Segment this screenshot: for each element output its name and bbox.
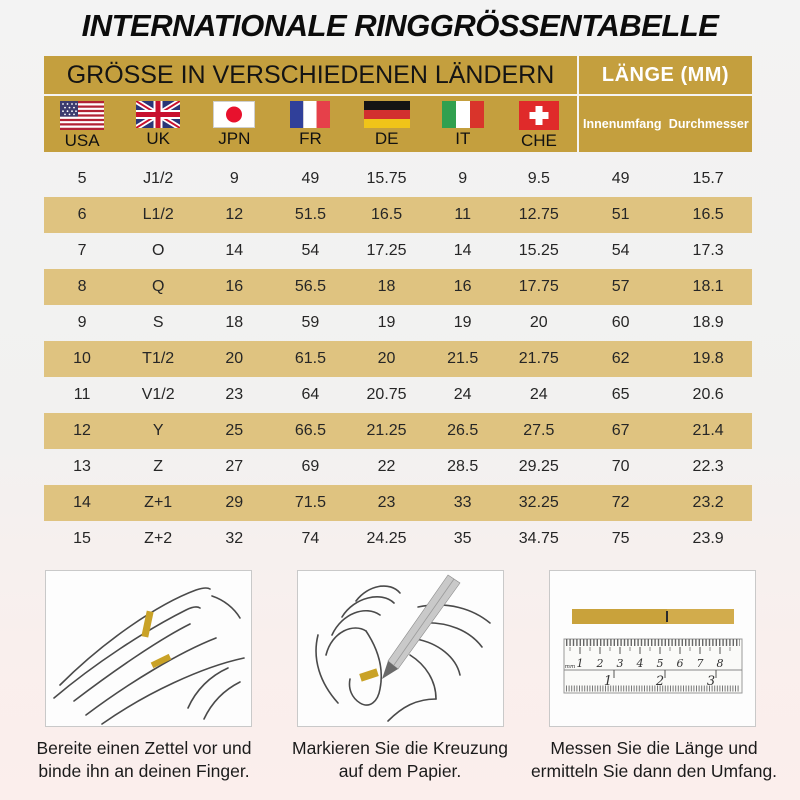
cell-jpn: 23 (225, 386, 244, 403)
hand-with-paper-strip-icon (46, 571, 251, 726)
cell-usa: 12 (73, 422, 91, 439)
step1-caption-line1: Bereite einen Zettel vor und (36, 738, 252, 758)
pen-marking-paper-icon (298, 571, 503, 726)
cell-de: 18 (377, 278, 396, 295)
cell-durchmesser: 16.5 (692, 206, 724, 223)
switzerland-flag-icon (519, 101, 559, 130)
table-row (44, 521, 752, 557)
table-row (44, 197, 752, 233)
cell-innenumfang: 54 (611, 242, 630, 259)
header-length-label: LÄNGE (MM) (601, 64, 730, 86)
cell-jpn: 29 (225, 494, 244, 511)
cell-uk: Q (151, 278, 165, 295)
cell-durchmesser: 19.8 (692, 350, 724, 367)
cell-che: 24 (529, 386, 548, 403)
country-code-jpn: JPN (218, 129, 251, 148)
cell-usa: 5 (77, 170, 87, 187)
step3-caption-line1: Messen Sie die Länge und (550, 738, 758, 758)
cell-it: 24 (453, 386, 472, 403)
cell-uk: O (151, 242, 165, 259)
step3-caption (528, 737, 780, 783)
cell-durchmesser: 23.9 (692, 530, 724, 547)
country-code-uk: UK (146, 129, 171, 148)
italy-flag-icon (442, 101, 484, 128)
cell-innenumfang: 51 (611, 206, 630, 223)
step1-caption (8, 737, 280, 783)
country-column-de (349, 96, 425, 152)
country-code-de: DE (374, 129, 399, 148)
cell-it: 11 (454, 206, 471, 223)
country-column-usa (44, 96, 120, 152)
cell-innenumfang: 70 (611, 458, 630, 475)
table-row (44, 341, 752, 377)
country-column-jpn (196, 96, 272, 152)
cell-it: 21.5 (447, 350, 479, 367)
durchmesser-label: Durchmesser (668, 117, 749, 131)
usa-flag-icon (60, 101, 104, 130)
cell-jpn: 14 (225, 242, 244, 259)
cell-innenumfang: 65 (611, 386, 630, 403)
cell-usa: 11 (73, 386, 91, 403)
cell-de: 15.75 (366, 170, 407, 187)
step2-caption-line1: Markieren Sie die Kreuzung (292, 738, 508, 758)
cell-durchmesser: 22.3 (692, 458, 724, 475)
step1-illustration-box (45, 570, 252, 727)
ruler-cm-6: 6 (676, 657, 684, 670)
step2-caption-line2: auf dem Papier. (338, 761, 462, 781)
cell-it: 33 (453, 494, 472, 511)
cell-it: 9 (458, 170, 468, 187)
ruler-inch-2: 2 (655, 674, 665, 689)
country-code-it: IT (455, 129, 471, 148)
cell-uk: S (152, 314, 164, 331)
table-header (44, 56, 752, 152)
cell-usa: 7 (77, 242, 87, 259)
cell-innenumfang: 60 (611, 314, 630, 331)
table-row (44, 269, 752, 305)
country-column-uk (120, 96, 196, 152)
step1-caption-line2: binde ihn an deinen Finger. (38, 761, 250, 781)
cell-usa: 9 (77, 314, 87, 331)
cell-innenumfang: 72 (611, 494, 630, 511)
cell-fr: 59 (301, 314, 320, 331)
cell-usa: 8 (77, 278, 87, 295)
cell-fr: 49 (301, 170, 320, 187)
table-row (44, 413, 752, 449)
cell-uk: L1/2 (142, 206, 174, 223)
table-row (44, 161, 752, 197)
cell-de: 16.5 (370, 206, 403, 223)
cell-usa: 13 (73, 458, 91, 475)
cell-usa: 15 (73, 530, 91, 547)
cell-de: 20 (377, 350, 396, 367)
cell-usa: 14 (73, 494, 91, 511)
cell-it: 19 (453, 314, 472, 331)
cell-de: 20.75 (366, 386, 407, 403)
table-row (44, 449, 752, 485)
step3-illustration-box (549, 570, 756, 727)
ruler-inch-1: 1 (603, 674, 613, 689)
step3-caption-line2: ermitteln Sie dann den Umfang. (530, 761, 778, 781)
cell-it: 35 (453, 530, 472, 547)
cell-uk: Y (152, 422, 164, 439)
cell-durchmesser: 20.6 (692, 386, 724, 403)
france-flag-icon (290, 101, 330, 128)
page-title: INTERNATIONALE RINGGRÖSSENTABELLE (81, 8, 719, 43)
cell-uk: T1/2 (142, 350, 175, 367)
cell-innenumfang: 62 (611, 350, 630, 367)
table-row (44, 485, 752, 521)
ruler-cm-5: 5 (656, 657, 664, 670)
ruler-cm-3: 3 (616, 657, 624, 670)
cell-fr: 66.5 (294, 422, 326, 439)
germany-flag-icon (364, 101, 410, 128)
country-code-fr: FR (299, 129, 322, 148)
ruler-cm-1: 1 (576, 657, 584, 670)
cell-fr: 71.5 (294, 494, 326, 511)
cell-durchmesser: 21.4 (692, 422, 724, 439)
country-column-che (501, 96, 577, 152)
cell-jpn: 16 (225, 278, 244, 295)
header-sizes-label: GRÖSSE IN VERSCHIEDENEN LÄNDERN (66, 61, 555, 89)
cell-che: 32.25 (518, 494, 559, 511)
length-subheaders (579, 96, 752, 152)
ruler-cm-4: 4 (636, 657, 644, 670)
size-table-body (44, 161, 752, 557)
cell-jpn: 9 (229, 170, 239, 187)
cell-fr: 54 (301, 242, 320, 259)
country-code-che: CHE (520, 131, 557, 150)
country-flags-row (44, 96, 577, 152)
japan-flag-icon (213, 101, 255, 128)
cell-durchmesser: 17.3 (692, 242, 724, 259)
innenumfang-label: Innenumfang (583, 117, 662, 131)
cell-it: 14 (453, 242, 472, 259)
cell-fr: 64 (301, 386, 320, 403)
cell-usa: 6 (77, 206, 87, 223)
cell-jpn: 25 (225, 422, 244, 439)
cell-che: 15.25 (518, 242, 559, 259)
table-row (44, 233, 752, 269)
cell-fr: 69 (301, 458, 320, 475)
cell-durchmesser: 18.1 (692, 278, 724, 295)
cell-che: 12.75 (518, 206, 559, 223)
cell-che: 20 (529, 314, 548, 331)
ruler-measuring-strip-icon (550, 571, 755, 726)
ruler-cm-2: 2 (596, 657, 604, 670)
step2-illustration-box (297, 570, 504, 727)
cell-fr: 61.5 (294, 350, 326, 367)
cell-che: 17.75 (518, 278, 559, 295)
cell-fr: 51.5 (294, 206, 326, 223)
cell-che: 9.5 (527, 170, 550, 187)
country-code-usa: USA (64, 131, 100, 150)
cell-durchmesser: 15.7 (692, 170, 724, 187)
cell-de: 21.25 (366, 422, 407, 439)
country-column-fr (272, 96, 348, 152)
cell-uk: Z+2 (144, 530, 173, 547)
step2-caption (282, 737, 518, 783)
cell-jpn: 12 (225, 206, 244, 223)
cell-it: 26.5 (447, 422, 479, 439)
cell-uk: Z+1 (144, 494, 173, 511)
ruler-inch-3: 3 (706, 674, 716, 689)
ruler-cm-8: 8 (716, 657, 724, 670)
cell-che: 27.5 (523, 422, 555, 439)
uk-flag-icon (136, 101, 180, 128)
ruler-unit-label: mm (564, 664, 576, 670)
cell-uk: Z (153, 458, 164, 475)
table-row (44, 377, 752, 413)
cell-de: 23 (377, 494, 396, 511)
cell-jpn: 27 (225, 458, 244, 475)
cell-durchmesser: 18.9 (692, 314, 724, 331)
table-row (44, 305, 752, 341)
cell-che: 21.75 (518, 350, 559, 367)
cell-de: 17.25 (366, 242, 407, 259)
cell-durchmesser: 23.2 (692, 494, 724, 511)
cell-innenumfang: 49 (611, 170, 630, 187)
cell-fr: 74 (301, 530, 320, 547)
cell-de: 22 (377, 458, 396, 475)
cell-che: 29.25 (518, 458, 559, 475)
country-column-it (425, 96, 501, 152)
cell-jpn: 20 (225, 350, 244, 367)
cell-usa: 10 (73, 350, 91, 367)
cell-it: 16 (453, 278, 472, 295)
cell-innenumfang: 67 (611, 422, 630, 439)
cell-uk: J1/2 (143, 170, 174, 187)
cell-de: 19 (377, 314, 396, 331)
cell-it: 28.5 (447, 458, 479, 475)
cell-jpn: 18 (225, 314, 244, 331)
ruler-cm-7: 7 (696, 657, 704, 670)
cell-innenumfang: 75 (611, 530, 630, 547)
cell-fr: 56.5 (294, 278, 326, 295)
cell-de: 24.25 (366, 530, 407, 547)
cell-che: 34.75 (518, 530, 559, 547)
cell-uk: V1/2 (141, 386, 175, 403)
cell-innenumfang: 57 (611, 278, 630, 295)
cell-jpn: 32 (225, 530, 244, 547)
